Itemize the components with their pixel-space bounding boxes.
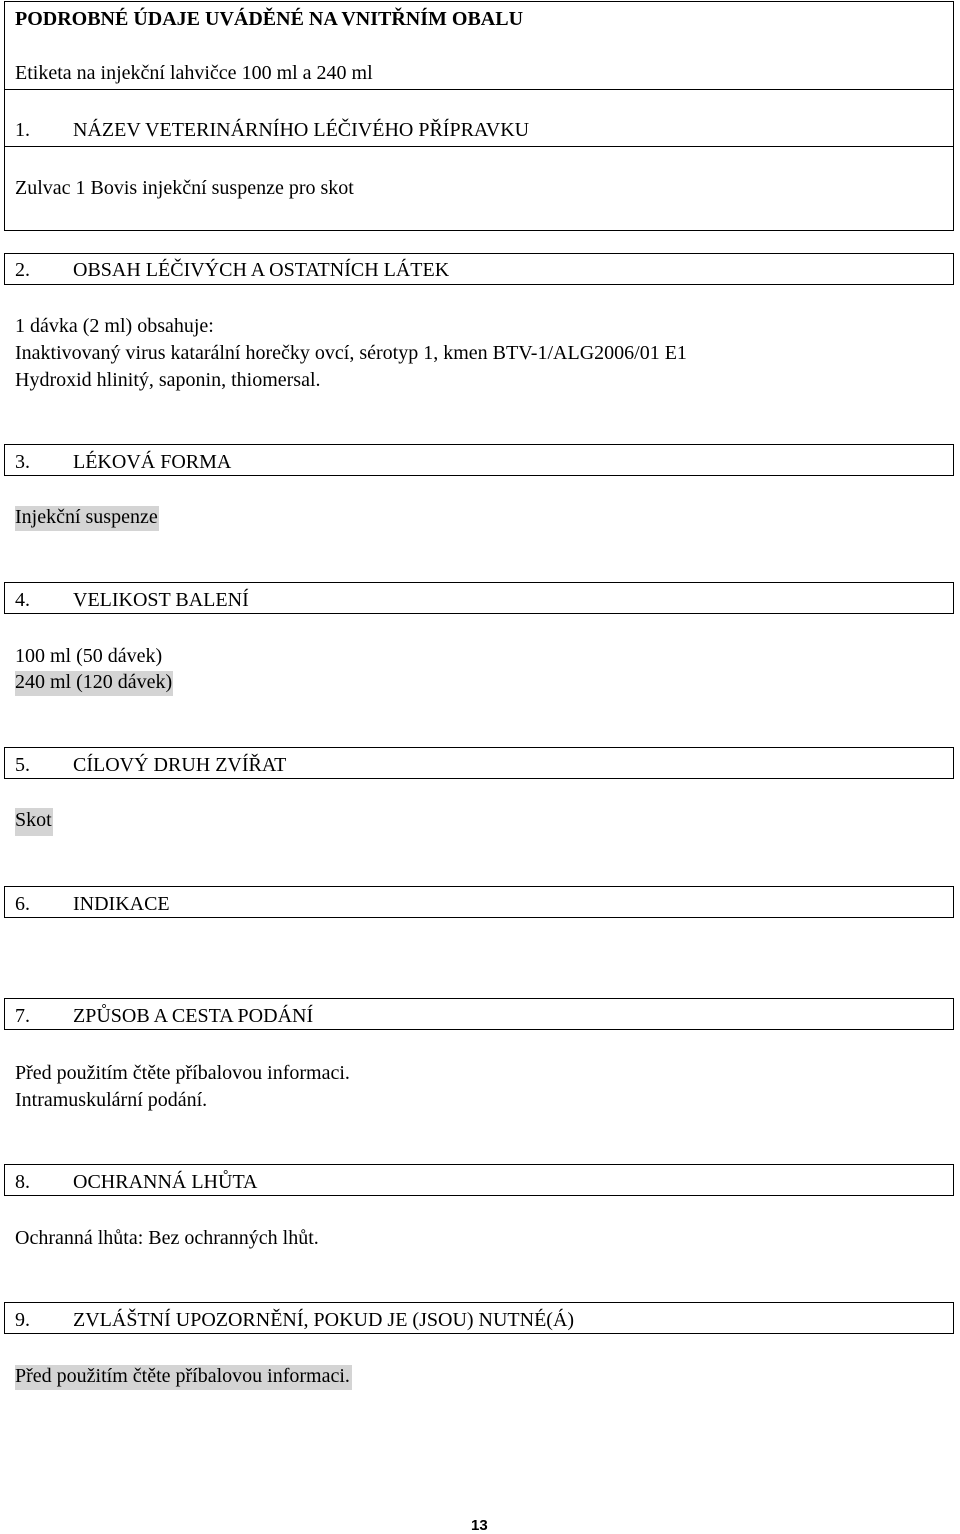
section-3-heading bbox=[0, 452, 960, 474]
section-4-title: VELIKOST BALENÍ bbox=[73, 589, 249, 611]
section-1-line-1: Zulvac 1 Bovis injekční suspenze pro skot bbox=[15, 177, 354, 199]
section-1-heading bbox=[0, 120, 960, 142]
section-5-number: 5. bbox=[15, 754, 30, 776]
section-4-line-2: 240 ml (120 dávek) bbox=[15, 671, 173, 696]
section-6-title: INDIKACE bbox=[73, 893, 170, 915]
section-2-line-3: Hydroxid hlinitý, saponin, thiomersal. bbox=[15, 369, 321, 391]
section-2-number: 2. bbox=[15, 259, 30, 281]
section-4-line-1: 100 ml (50 dávek) bbox=[15, 645, 163, 667]
section-1-divider bbox=[4, 146, 954, 147]
section-3-title: LÉKOVÁ FORMA bbox=[73, 451, 232, 473]
page-number: 13 bbox=[471, 1517, 488, 1534]
document-subtitle: Etiketa na injekční lahvičce 100 ml a 240 ml bbox=[15, 62, 373, 84]
section-2-heading bbox=[0, 260, 960, 282]
section-8-title: OCHRANNÁ LHŮTA bbox=[73, 1171, 258, 1193]
section-7-title: ZPŮSOB A CESTA PODÁNÍ bbox=[73, 1005, 314, 1027]
section-8-line-1: Ochranná lhůta: Bez ochranných lhůt. bbox=[15, 1227, 319, 1249]
section-1-title: NÁZEV VETERINÁRNÍHO LÉČIVÉHO PŘÍPRAVKU bbox=[73, 119, 530, 141]
section-9-number: 9. bbox=[15, 1309, 30, 1331]
section-7-line-2: Intramuskulární podání. bbox=[15, 1089, 208, 1111]
section-4-number: 4. bbox=[15, 589, 30, 611]
section-2-line-1: 1 dávka (2 ml) obsahuje: bbox=[15, 315, 214, 337]
section-7-number: 7. bbox=[15, 1005, 30, 1027]
section-3-line-1: Injekční suspenze bbox=[15, 506, 159, 531]
section-6-heading bbox=[0, 894, 960, 916]
section-9-heading bbox=[0, 1310, 960, 1332]
section-7-line-1: Před použitím čtěte příbalovou informaci. bbox=[15, 1062, 350, 1084]
section-5-heading bbox=[0, 755, 960, 777]
section-4-heading bbox=[0, 590, 960, 612]
section-6-number: 6. bbox=[15, 893, 30, 915]
section-9-title: ZVLÁŠTNÍ UPOZORNĚNÍ, POKUD JE (JSOU) NUTNÉ(Á) bbox=[73, 1309, 575, 1331]
section-2-title: OBSAH LÉČIVÝCH A OSTATNÍCH LÁTEK bbox=[73, 259, 450, 281]
section-7-heading bbox=[0, 1006, 960, 1028]
section-5-title: CÍLOVÝ DRUH ZVÍŘAT bbox=[73, 754, 287, 776]
section-8-heading bbox=[0, 1172, 960, 1194]
section-2-line-2: Inaktivovaný virus katarální horečky ovcí, sérotyp 1, kmen BTV-1/ALG2006/01 E1 bbox=[15, 342, 687, 364]
section-5-line-1: Skot bbox=[15, 808, 53, 836]
section-8-number: 8. bbox=[15, 1171, 30, 1193]
document-title: PODROBNÉ ÚDAJE UVÁDĚNÉ NA VNITŘNÍM OBALU bbox=[15, 8, 524, 30]
header-divider bbox=[4, 89, 954, 90]
section-3-number: 3. bbox=[15, 451, 30, 473]
section-9-line-1: Před použitím čtěte příbalovou informaci. bbox=[15, 1365, 352, 1390]
section-1-number: 1. bbox=[15, 119, 30, 141]
